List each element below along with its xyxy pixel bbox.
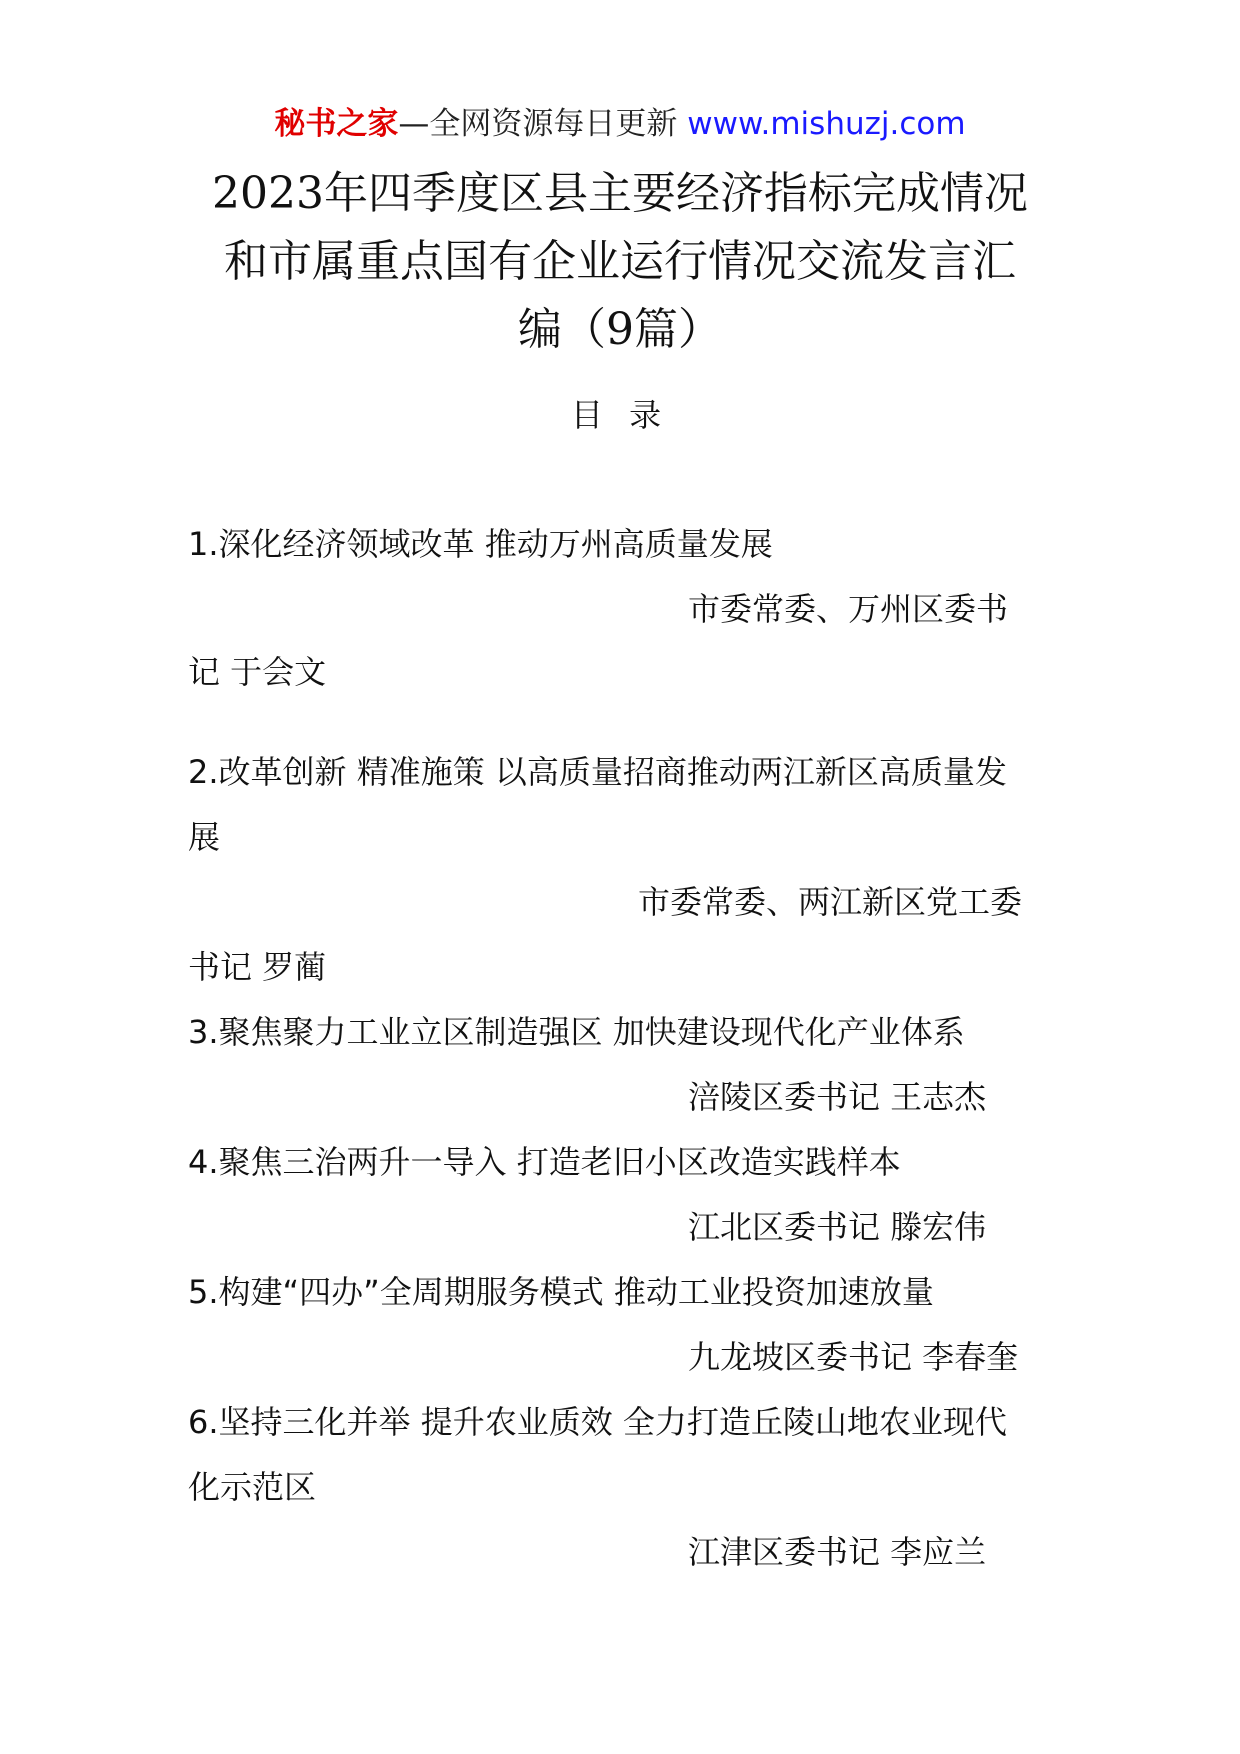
toc-entry-3-author: 涪陵区委书记 王志杰 (688, 1078, 987, 1116)
toc-entry-5-title[interactable]: 5.构建“四办”全周期服务模式 推动工业投资加速放量 (188, 1273, 934, 1311)
toc-entry-5-author: 九龙坡区委书记 李春奎 (688, 1338, 1019, 1376)
site-url-link[interactable]: www.mishuzj.com (687, 106, 966, 142)
document-title (0, 160, 1240, 364)
toc-entry-6-title-cont[interactable]: 化示范区 (188, 1468, 317, 1506)
toc-entry-6-title[interactable]: 6.坚持三化并举 提升农业质效 全力打造丘陵山地农业现代 (188, 1403, 1007, 1441)
toc-entry-1-title[interactable]: 1.深化经济领域改革 推动万州高质量发展 (188, 525, 773, 563)
toc-entry-1-author: 市委常委、万州区委书 (688, 590, 1009, 628)
toc-entry-2-author: 市委常委、两江新区党工委 (638, 883, 1023, 921)
toc-entry-1-author-cont: 记 于会文 (188, 653, 327, 691)
site-brand: 秘书之家 (274, 106, 399, 142)
toc-entry-2-title[interactable]: 2.改革创新 精准施策 以高质量招商推动两江新区高质量发 (188, 753, 1007, 791)
toc-entry-2-author-cont: 书记 罗蔺 (188, 948, 327, 986)
site-header (0, 102, 1240, 146)
toc-entry-4-author: 江北区委书记 滕宏伟 (688, 1208, 987, 1246)
toc-entry-3-title[interactable]: 3.聚焦聚力工业立区制造强区 加快建设现代化产业体系 (188, 1013, 965, 1051)
toc-heading: 目 录 (570, 396, 670, 434)
title-line-2: 和市属重点国有企业运行情况交流发言汇 (224, 236, 1016, 287)
title-line-1: 2023年四季度区县主要经济指标完成情况 (212, 168, 1028, 219)
site-tagline: —全网资源每日更新 (398, 106, 678, 142)
toc-entry-2-title-cont[interactable]: 展 (188, 818, 221, 856)
title-line-3: 编（9篇） (518, 304, 722, 355)
toc-entry-4-title[interactable]: 4.聚焦三治两升一导入 打造老旧小区改造实践样本 (188, 1143, 901, 1181)
toc-entry-6-author: 江津区委书记 李应兰 (688, 1533, 987, 1571)
